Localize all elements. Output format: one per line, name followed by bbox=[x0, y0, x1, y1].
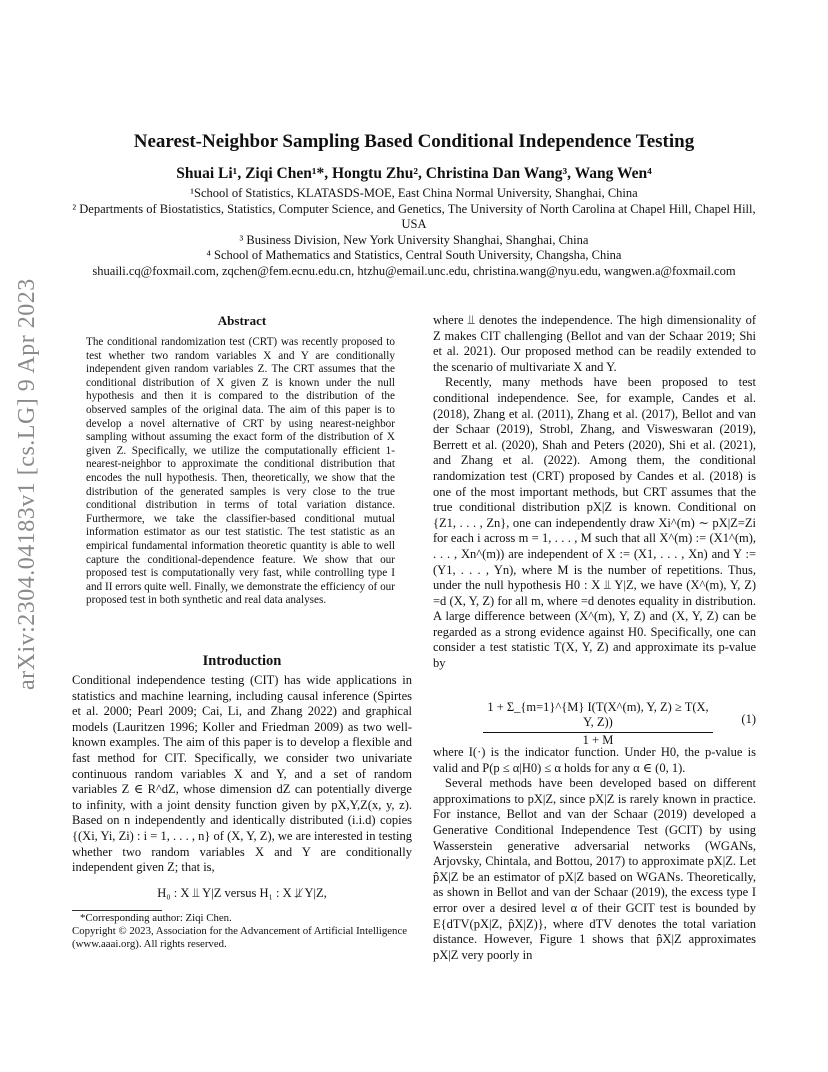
abstract-body: The conditional randomization test (CRT) was recently proposed to test whether two random variables X and Y are conditionally independent given random variables Z. The CRT assumes that the conditional distribution of X given Z is known under the null hypothesis and then it is compared to the distribution of the observed samples of the original data. The aim of this paper is to develop a novel alternative of CRT by using nearest-neighbor sampling without assuming the exact form of the distribution of X given Z. Specifically, we utilize the computationally efficient 1-nearest-neighbor to approximate the conditional distribution that encodes the null hypothesis. Then, theoretically, we show that the distribution of the generated samples is very close to the true conditional distribution in terms of total variation distance. Furthermore, we take the classifier-based conditional mutual information estimator as our test statistic. The test statistic as an empirical fundamental information theoretic quantity is able to well capture the conditional-dependence feature. We show that our proposed test is computationally very fast, while controlling type I and II errors quite well. Finally, we demonstrate the efficiency of our proposed test in both synthetic and real data analyses. bbox=[86, 336, 395, 607]
affiliation-1: ¹School of Statistics, KLATASDS-MOE, East China Normal University, Shanghai, China bbox=[190, 186, 638, 200]
equation-number: (1) bbox=[741, 712, 756, 726]
copyright-notice: Copyright © 2023, Association for the Advancement of Artificial Intelligence (www.aaai.org). All rights reserved. bbox=[72, 925, 408, 950]
paragraph: where I(·) is the indicator function. Under H0, the p-value is valid and P(p ≤ α|H0) ≤ α holds for any α ∈ (0, 1). bbox=[433, 745, 756, 775]
introduction-body: Conditional independence testing (CIT) has wide applications in statistics and machine learning, including causal inference (Spirtes et al. 2000; Pearl 2009; Cai, Li, and Zhang 2022) and graphical models (Lauritzen 1996; Koller and Friedman 2009) as two well-known examples. The aim of this paper is to develop a flexible and fast method for CIT. Specifically, we consider two univariate continuous random variables X and Y, and a set of random variables Z ∈ R^dZ, whose dimension dZ can potentially diverge to infinity, with a joint density function given by pX,Y,Z(x, y, z). Based on n independently and identically distributed (i.i.d) copies {(Xi, Yi, Zi) : i = 1, . . . , n} of (X, Y, Z), we are interested in testing whether two random variables X and Y are conditionally independent given Z; that is, bbox=[72, 673, 412, 875]
author-list: Shuai Li¹, Ziqi Chen¹*, Hongtu Zhu², Christina Dan Wang³, Wang Wen⁴ bbox=[176, 165, 652, 182]
equation-fraction bbox=[483, 700, 713, 748]
hypothesis-equation: H₀ : X ⫫ Y|Z versus H₁ : X ⫫̸ Y|Z, bbox=[157, 886, 327, 900]
affiliation-3: ³ Business Division, New York University Shanghai, Shanghai, China bbox=[239, 232, 589, 247]
right-column-bottom bbox=[433, 745, 756, 963]
arxiv-stamp: arXiv:2304.04183v1 [cs.LG] 9 Apr 2023 bbox=[14, 278, 40, 690]
introduction-heading: Introduction bbox=[202, 653, 282, 669]
affiliations bbox=[70, 186, 758, 279]
paragraph: Several methods have been developed based on different approximations to pX|Z, since pX|Z is rarely known in practice. For instance, Bellot and van der Schaar (2019) developed a Generative Conditional Independence Test (GCIT) by using Wasserstein generative adversarial networks (WGANs, Arjovsky, Chintala, and Bottou, 2017) to approximate pX|Z. Let p̂X|Z be an estimator of pX|Z based on WGANs. Theoretically, as shown in Bellot and van der Schaar (2019), the excess type I error over a desired level α of their GCIT test is bounded by E{dTV(pX|Z, p̂X|Z)}, where dTV denotes the total variation distance. However, Figure 1 shows that p̂X|Z approximates pX|Z very poorly in bbox=[433, 776, 756, 962]
corresponding-author-note: *Corresponding author: Ziqi Chen. bbox=[80, 912, 232, 924]
paragraph: where ⫫ denotes the independence. The high dimensionality of Z makes CIT challenging (Bellot and van der Schaar 2019; Shi et al. 2021). Our proposed method can be readily extended to the scenario of multivariate X and Y. bbox=[433, 313, 756, 374]
paper-title: Nearest-Neighbor Sampling Based Conditional Independence Testing bbox=[133, 131, 695, 152]
right-column-top bbox=[433, 313, 756, 672]
author-emails: shuaili.cq@foxmail.com, zqchen@fem.ecnu.edu.cn, htzhu@email.unc.edu, christina.wang@nyu.edu, wangwen.a@foxmail.com bbox=[92, 263, 736, 278]
footnote bbox=[72, 912, 412, 951]
abstract-heading: Abstract bbox=[217, 313, 267, 328]
equation-numerator: 1 + Σ_{m=1}^{M} I(T(X^(m), Y, Z) ≥ T(X, Y, Z)) bbox=[483, 700, 713, 733]
affiliation-4: ⁴ School of Mathematics and Statistics, Central South University, Changsha, China bbox=[206, 248, 622, 262]
pvalue-equation bbox=[433, 700, 756, 747]
affiliation-2: ² Departments of Biostatistics, Statistics, Computer Science, and Genetics, The University of North Carolina at Chapel Hill, Chapel Hill, USA bbox=[72, 201, 756, 231]
equation-denominator: 1 + M bbox=[582, 733, 614, 747]
paragraph: Recently, many methods have been proposed to test conditional independence. See, for example, Candes et al. (2018), Zhang et al. (2011), Zhang et al. (2017), Bellot and van der Schaar (2019), Strobl, Zhang, and Visweswaran (2019), Berrett et al. (2020), Shah and Peters (2020), Shi et al. (2021), and Zhang et al. (2022). Among them, the conditional randomization test (CRT) proposed by Candes et al. (2018) is one of the most important methods, but CRT assumes that the true conditional distribution pX|Z is known. Conditional on {Z1, . . . , Zn}, one can independently draw Xi^(m) ∼ pX|Z=Zi for each i across m = 1, . . . , M such that all X^(m) := (X1^(m), . . . , Xn^(m)) are independent of X := (X1, . . . , Xn) and Y := (Y1, . . . , Yn), where M is the number of repetitions. Thus, under the null hypothesis H0 : X ⫫ Y|Z, we have (X^(m), Y, Z) =d (X, Y, Z) for all m, where =d denotes equality in distribution. A large difference between (X^(m), Y, Z) and (X, Y, Z) can be regarded as a strong evidence against H0. Specifically, one can consider a test statistic T(X, Y, Z) and approximate its p-value by bbox=[433, 375, 756, 671]
footnote-divider bbox=[72, 910, 162, 911]
